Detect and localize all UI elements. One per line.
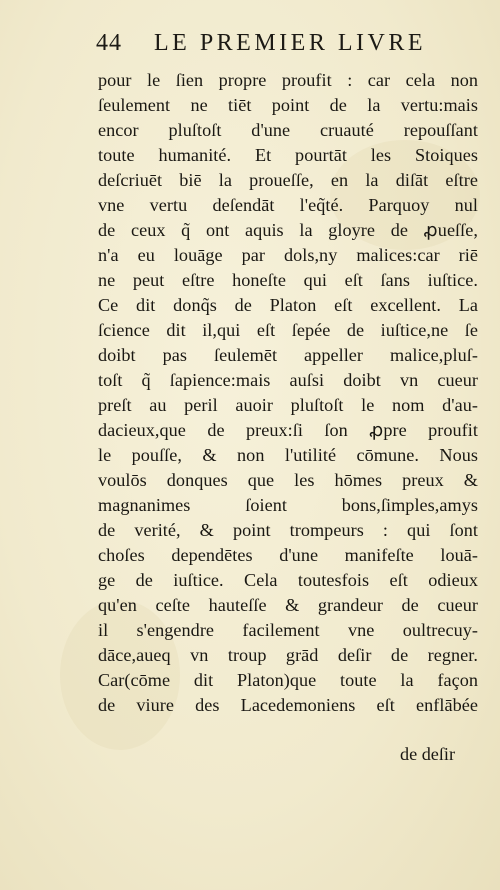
text-line: voulōs donques que les hōmes preux & (98, 470, 478, 490)
text-line: dacieux,que de preux:ſi ſon ꝓpre proufit (98, 420, 478, 440)
text-line: ſeulement ne tiēt point de la vertu:mais (98, 95, 478, 115)
text-line: de viure des Lacedemoniens eſt enflābée (98, 695, 478, 715)
text-line: de verité, & point trompeurs : qui ſont (98, 520, 478, 540)
text-line: le pouſſe, & non l'utilité cōmune. Nous (98, 445, 478, 465)
text-line: toute humanité. Et pourtāt les Stoiques (98, 145, 478, 165)
text-line: preſt au peril auoir pluſtoſt le nom d'au- (98, 395, 478, 415)
text-line: ne peut eſtre honeſte qui eſt ſans iuſtice. (98, 270, 478, 290)
text-line: pour le ſien propre proufit : car cela non (98, 70, 478, 90)
catchword: de deſir (400, 744, 456, 764)
text-line: choſes dependētes d'une manifeſte louā- (98, 545, 478, 565)
text-line: de ceux q̃ ont aquis la gloyre de ꝓueſſe, (98, 220, 478, 240)
text-line: dāce,aueq vn troup grād deſir de regner. (98, 645, 478, 665)
text-line: doibt pas ſeulemēt appeller malice,pluſ- (98, 345, 478, 365)
text-line: il s'engendre facilement vne oultrecuy- (98, 620, 478, 640)
text-line: encor pluſtoſt d'une cruauté repouſſant (98, 120, 478, 140)
page-number: 44 (96, 30, 122, 56)
running-head: LE PREMIER LIVRE (154, 30, 426, 56)
text-line: vne vertu deſendāt l'eq̃té. Parquoy nul (98, 195, 478, 215)
text-line: toſt q̃ ſapience:mais auſsi doibt vn cueur (98, 370, 478, 390)
text-line: ge de iuſtice. Cela toutesfois eſt odieux (98, 570, 478, 590)
text-line: n'a eu louāge par dols,ny malices:car riē (98, 245, 478, 265)
page-header (96, 30, 476, 64)
body-text (98, 68, 478, 718)
text-line: qu'en ceſte hauteſſe & grandeur de cueur (98, 595, 478, 615)
text-line: deſcriuēt biē la proueſſe, en la diſāt eſtre (98, 170, 478, 190)
text-line: magnanimes ſoient bons,ſimples,amys (98, 495, 478, 515)
text-line: ſcience dit il,qui eſt ſepée de iuſtice,ne ſe (98, 320, 478, 340)
text-line: Car(cōme dit Platon)que toute la façon (98, 670, 478, 690)
text-line: Ce dit donq̃s de Platon eſt excellent. La (98, 295, 478, 315)
